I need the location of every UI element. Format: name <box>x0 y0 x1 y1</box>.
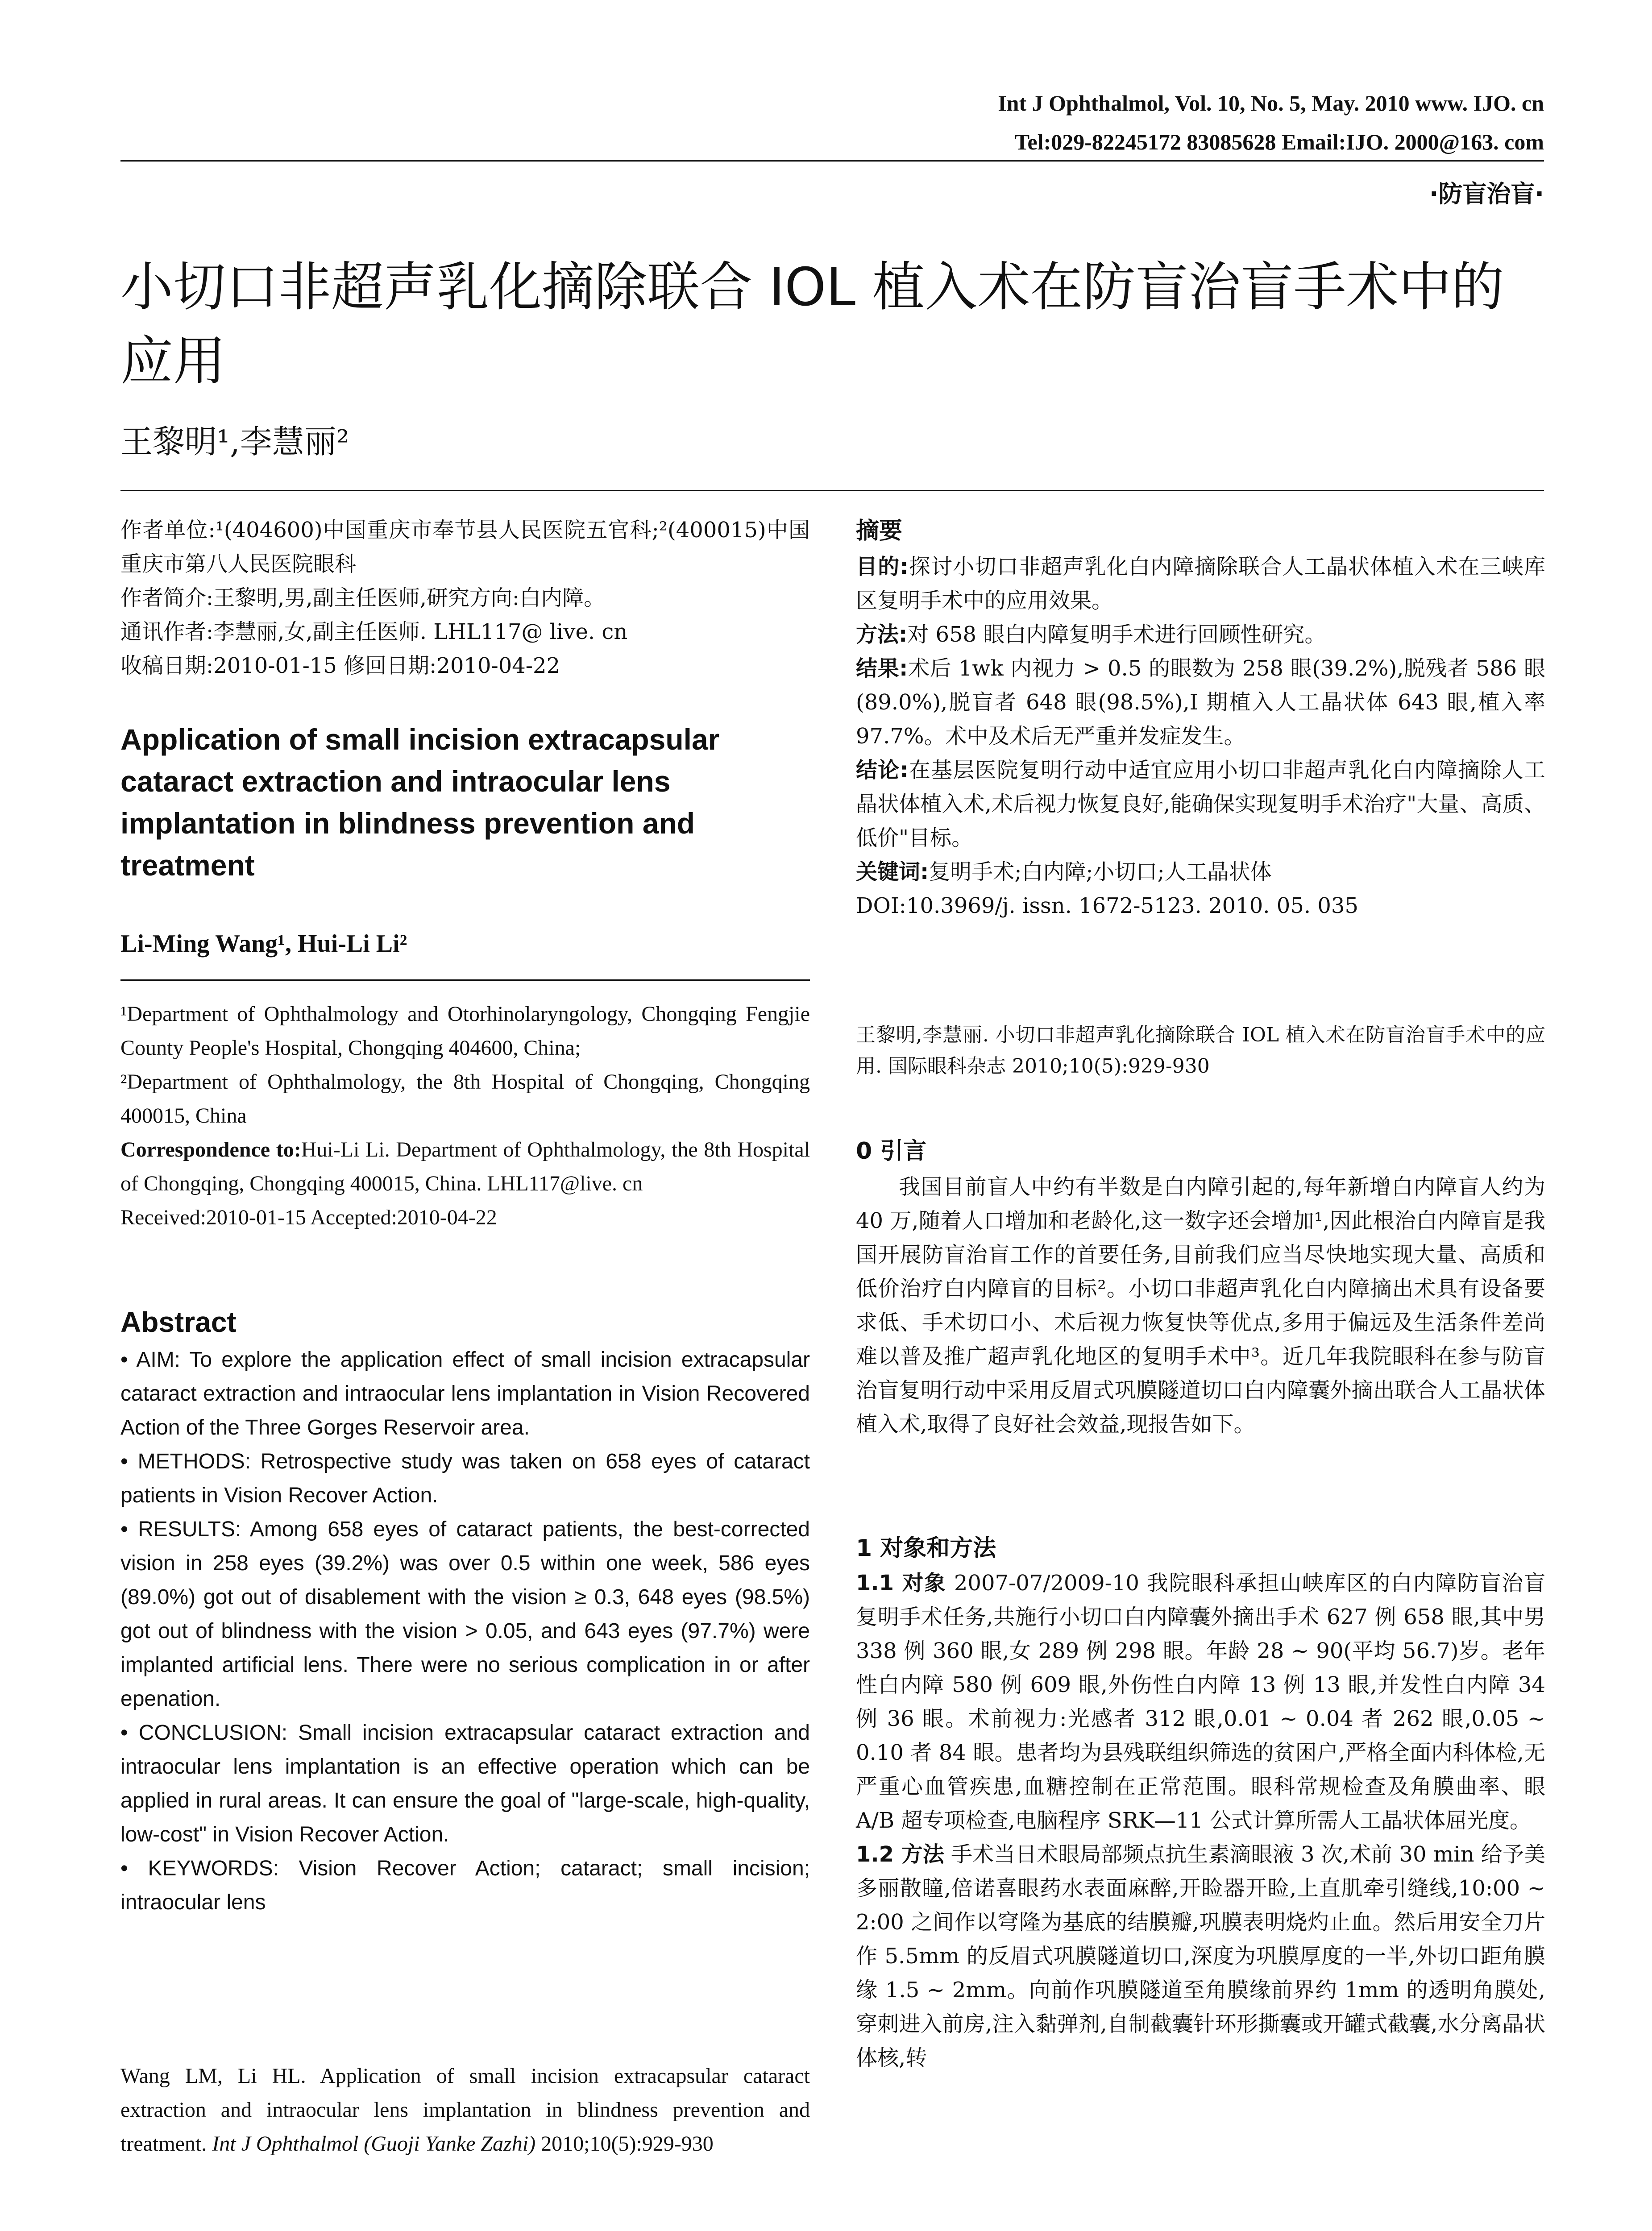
abstract-aim-en: • AIM: To explore the application effect of small incision extracapsular cataract extraction and intraocular lens implantation in Vision Recovered Action of the Three Gorges Reservoir area. <box>120 1348 810 1439</box>
citation-en-paragraph <box>120 2059 810 2161</box>
abstract-aim-cn <box>856 550 1545 618</box>
correspondence-label: Correspondence to: <box>120 1138 301 1161</box>
results-text-cn: 术后 1wk 内视力 > 0.5 的眼数为 258 眼(39.2%),脱残者 586 眼(89.0%),脱盲者 648 眼(98.5%),I 期植入人工晶状体 643 眼,植入率 97.7%。术中及术后无严重并发症发生。 <box>856 656 1545 749</box>
abstract-methods-cn <box>856 618 1545 651</box>
subjects-text: 2007-07/2009-10 我院眼科承担山峡库区的白内障防盲治盲复明手术任务,共施行小切口白内障囊外摘出手术 627 例 658 眼,其中男 338 例 360 眼,女 289 例 298 眼。年龄 28 ~ 90(平均 56.7)岁。老年性白内障 580 例 609 眼,外伤性白内障 13 例 13 眼,并发性白内障 34 例 36 眼。术前视力:光感者 312 眼,0.01 ~ 0.04 者 262 眼,0.05 ~ 0.10 者 84 眼。患者均为县残联组织筛选的贫困户,严格全面内科体检,无严重心血管疾患,血糖控制在正常范围。眼科常规检查及角膜曲率、眼 A/B 超专项检查,电脑程序 SRK—11 公式计算所需人工晶状体屈光度。 <box>856 1571 1545 1833</box>
article-title-cn: 小切口非超声乳化摘除联合 IOL 植入术在防盲治盲手术中的应用 <box>120 256 1504 392</box>
affiliation-en <box>120 997 810 1235</box>
abstract-conclusion-cn <box>856 753 1545 855</box>
subjects-label: 1.1 对象 <box>856 1571 946 1596</box>
keywords-text-cn: 复明手术;白内障;小切口;人工晶状体 <box>929 859 1272 884</box>
received-dates-en: Received:2010-01-15 Accepted:2010-04-22 <box>120 1206 497 1229</box>
methods-section <box>856 1566 1545 2075</box>
affiliation-cn <box>120 513 810 683</box>
correspondence <box>120 1133 810 1201</box>
conclusion-text-cn: 在基层医院复明行动中适宜应用小切口非超声乳化白内障摘除人工晶状体植入术,术后视力恢复良好,能确保实现复明手术治疗"大量、高质、低价"目标。 <box>856 758 1545 850</box>
department-1: ¹Department of Ophthalmology and Otorhinolaryngology, Chongqing Fengjie County People's Hospital, Chongqing 404600, China; <box>120 1002 810 1060</box>
abstract-methods-en: • METHODS: Retrospective study was taken on 658 eyes of cataract patients in Vision Recover Action. <box>120 1450 810 1507</box>
intro-paragraph: 我国目前盲人中约有半数是白内障引起的,每年新增白内障盲人约为 40 万,随着人口增加和老龄化,这一数字还会增加¹,因此根治白内障盲是我国开展防盲治盲工作的首要任务,目前我们应当尽快地实现大量、高质和低价治疗白内障盲的目标²。小切口非超声乳化白内障摘出术具有设备要求低、手术切口小、术后视力恢复快等优点,多用于偏远及生活条件差尚难以普及推广超声乳化地区的复明手术中³。近几年我院眼科在参与防盲治盲复明行动中采用反眉式巩膜隧道切口白内障囊外摘出联合人工晶状体植入术,取得了良好社会效益,现报告如下。 <box>856 1174 1545 1437</box>
authors-cn: 王黎明¹,李慧丽² <box>120 423 349 460</box>
keywords-label-cn: 关键词: <box>856 859 929 884</box>
contact-line: Tel:029-82245172 83085628 Email:IJO. 2000@163. com <box>1014 129 1544 154</box>
aim-label-cn: 目的: <box>856 554 909 579</box>
conclusion-label-cn: 结论: <box>856 758 909 783</box>
corresponding-author: 通讯作者:李慧丽,女,副主任医师. LHL117@ live. cn <box>120 619 628 644</box>
department-2: ²Department of Ophthalmology, the 8th Hospital of Chongqing, Chongqing 400015, China <box>120 1070 810 1128</box>
results-label-cn: 结果: <box>856 656 908 681</box>
subjects-paragraph <box>856 1566 1545 1837</box>
methods-label-cn: 方法: <box>856 622 908 647</box>
abstract-keywords-cn <box>856 855 1545 889</box>
affiliation-units: 作者单位:¹(404600)中国重庆市奉节县人民医院五官科;²(400015)中国重庆市第八人民医院眼科 <box>120 518 810 576</box>
doi: DOI:10.3969/j. issn. 1672-5123. 2010. 05. 035 <box>856 893 1359 918</box>
journal-line: Int J Ophthalmol, Vol. 10, No. 5, May. 2010 www. IJO. cn <box>998 91 1544 116</box>
methods-text-cn: 对 658 眼白内障复明手术进行回顾性研究。 <box>907 622 1326 647</box>
citation-cn: 王黎明,李慧丽. 小切口非超声乳化摘除联合 IOL 植入术在防盲治盲手术中的应用. 国际眼科杂志 2010;10(5):929-930 <box>856 1024 1545 1078</box>
procedure-paragraph <box>856 1837 1545 2075</box>
received-dates-cn: 收稿日期:2010-01-15 修回日期:2010-04-22 <box>120 653 560 678</box>
abstract-results-cn <box>856 651 1545 753</box>
abstract-cn <box>856 550 1545 923</box>
abstract-en <box>120 1343 810 1920</box>
section-label: ·防盲治盲· <box>1429 180 1544 208</box>
abstract-keywords-en: • KEYWORDS: Vision Recover Action; cataract; small incision; intraocular lens <box>120 1857 810 1914</box>
intro-heading: 0 引言 <box>856 1138 927 1165</box>
procedure-label: 1.2 方法 <box>856 1842 944 1867</box>
abstract-results-en: • RESULTS: Among 658 eyes of cataract patients, the best-corrected vision in 258 eyes (39.2%) was over 0.5 within one week, 586 eyes (89.0%) got out of disablement with the vision ≥ 0.3, 648 eyes (98.5%) got out of blindness with the vision > 0.05, and 643 eyes (97.7%) were implanted artificial lens. There were no serious complication in or after epenation. <box>120 1518 810 1711</box>
article-title-en: Application of small incision extracapsular cataract extraction and intraocular lens implantation in blindness prevention and treatment <box>120 723 720 882</box>
citation-en-text: Wang LM, Li HL. Application of small incision extracapsular cataract extraction and intraocular lens implantation in blindness prevention and treatment. <box>120 2064 810 2156</box>
abstract-conclusion-en: • CONCLUSION: Small incision extracapsular cataract extraction and intraocular lens implantation is an effective operation which can be applied in rural areas. It can ensure the goal of "large-scale, high-quality, low-cost" in Vision Recover Action. <box>120 1721 810 1846</box>
author-bio: 作者简介:王黎明,男,副主任医师,研究方向:白内障。 <box>120 585 606 610</box>
title-divider <box>120 490 1544 491</box>
aim-text-cn: 探讨小切口非超声乳化白内障摘除联合人工晶状体植入术在三峡库区复明手术中的应用效果。 <box>856 554 1545 613</box>
abstract-heading-en: Abstract <box>120 1306 237 1338</box>
citation-en <box>120 2059 810 2161</box>
correspondence-text: Hui-Li Li. Department of Ophthalmology, the 8th Hospital of Chongqing, Chongqing 400015, China. LHL117@live. cn <box>120 1138 810 1195</box>
procedure-text: 手术当日术眼局部频点抗生素滴眼液 3 次,术前 30 min 给予美多丽散瞳,倍诺喜眼药水表面麻醉,开睑器开睑,上直肌牵引缝线,10:00 ~ 2:00 之间作以穹隆为基底的结膜瓣,巩膜表明烧灼止血。然后用安全刀片作 5.5mm 的反眉式巩膜隧道切口,深度为巩膜厚度的一半,外切口距角膜缘 1.5 ~ 2mm。向前作巩膜隧道至角膜缘前界约 1mm 的透明角膜处,穿刺进入前房,注入黏弹剂,自制截囊针环形撕囊或开罐式截囊,水分离晶状体核,转 <box>856 1842 1545 2070</box>
methods-heading: 1 对象和方法 <box>856 1535 996 1562</box>
citation-en-journal: Int J Ophthalmol (Guoji Yanke Zazhi) <box>212 2132 536 2156</box>
header-divider <box>120 160 1544 162</box>
intro-section <box>856 1170 1545 1441</box>
authors-divider <box>120 979 810 981</box>
citation-en-issue: 2010;10(5):929-930 <box>541 2132 714 2156</box>
abstract-heading-cn: 摘要 <box>856 518 903 544</box>
authors-en: Li-Ming Wang¹, Hui-Li Li² <box>120 930 407 958</box>
